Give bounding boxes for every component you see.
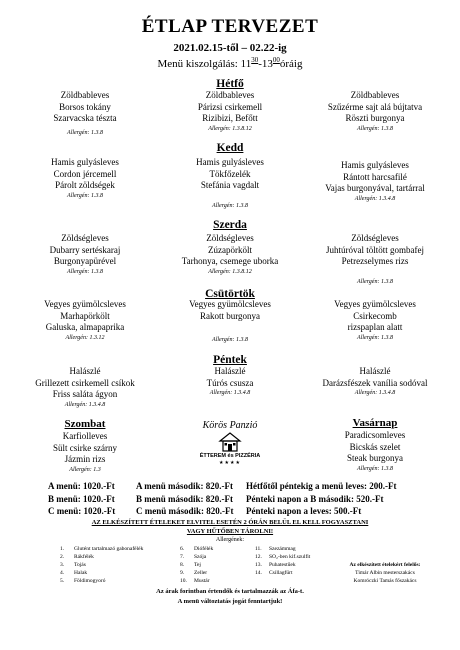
takeaway-notice: AZ ELKÉSZÍTETT ÉTELEKET ELVITEL ESETÉN 2 ÓRÁN BELÜL EL KELL FOGYASZTANI [91, 519, 369, 526]
day-heading-thursday: Csütörtök [205, 288, 255, 300]
menu-a-wednesday: Zöldségleves Dubarry sertéskaraj Burgonyapürével Allergén: 1.3.8 [49, 233, 121, 275]
allergen-list-1: 1. Glutént tartalmazó gabonafélék 2. Rákfélék 3. Tojás 4. Halak 5. Földimogyoró [60, 546, 144, 584]
change-note: A menü változtatás jogát fenntartjuk! [177, 598, 283, 605]
saturday-menu: Szombat Karfiolleves Sült csirke szárny Jázmin rizs Allergén: 1.3 [10, 418, 160, 475]
restaurant-logo: Körös Panzió ÉTTEREM és PIZZÉRIA ★★★★ [199, 420, 261, 466]
storage-notice: VAGY HŰTŐBEN TÁROLNI! [186, 528, 274, 535]
allergen-list-3: 11. Szezámmag 12. SO₂-ben kif.szulfit 13. Puhatestűek 14. Csillagfürt [255, 546, 311, 576]
menu-c-thursday: Vegyes gyümölcsleves Csirkecomb rizspaplan alatt Allergén: 1.3.8 [334, 299, 416, 341]
menu-a-tuesday: Hamis gulyásleves Cordon jércemell Párolt zöldségek Allergén: 1.3.8 [51, 157, 119, 199]
house-icon [218, 432, 242, 452]
menu-c-wednesday: Zöldségleves Juhtúróval töltött gombafej Petrezselymes rizs Allergén: 1.3.8 [326, 233, 424, 285]
allergen-heading: Allergének: [215, 537, 245, 543]
chef-credits: Az elkészített ételekért felelős: Timár Albin mesterszakács Komróczki Tamás főszakács [349, 562, 421, 584]
day-heading-wednesday: Szerda [213, 219, 247, 231]
menu-a-friday: Halászlé Grillezett csirkemell csíkok Friss saláta ágyon Allergén: 1.3.4.8 [35, 366, 135, 408]
menu-c-tuesday: Hamis gulyásleves Rántott harcsafilé Vajas burgonyával, tartárral Allergén: 1.3.4.8 [325, 160, 425, 202]
page-title: ÉTLAP TERVEZET [141, 16, 319, 37]
menu-a-monday: Zöldbableves Borsos tokány Szarvacska tészta Allergén: 1.3.8 [53, 90, 117, 136]
menu-a-thursday: Vegyes gyümölcsleves Marhapörkölt Galuska, almapaprika Allergén: 1.3.12 [44, 299, 126, 341]
day-heading-friday: Péntek [213, 354, 247, 366]
sunday-menu: Vasárnap Paradicsomleves Bicskás szelet Steak burgonya Allergén: 1.3.8 [300, 417, 450, 474]
menu-b-wednesday: Zöldségleves Zúzapörkölt Tarhonya, csemege uborka Allergén: 1.3.8.12 [181, 233, 279, 275]
menu-b-tuesday: Hamis gulyásleves Tökfőzelék Stefánia vagdalt Allergén: 1.3.8 [196, 157, 264, 209]
price-table [48, 480, 448, 518]
menu-b-friday: Halászlé Túrós csusza Allergén: 1.3.4.8 [206, 366, 254, 396]
menu-c-monday: Zöldbableves Szűzérme sajt alá bújtatva Röszti burgonya Allergén: 1.3.8 [327, 90, 423, 132]
day-heading-saturday: Szombat [64, 418, 106, 430]
allergen-list-2: 6. Diófélék 7. Szója 8. Tej 9. Zeller 10. Mustár [180, 546, 214, 584]
day-heading-tuesday: Kedd [216, 142, 244, 154]
serving-hours: Menü kiszolgálás: $11^{30}-13^{00}óráig$ [157, 56, 303, 70]
date-range: 2021.02.15-től – 02.22-ig [173, 42, 287, 54]
vat-note: Az árak forintban értendők és tartalmazzák az Áfa-t. [156, 588, 304, 595]
menu-c-friday: Halászlé Darázsfészek vanília sodóval Allergén: 1.3.4.8 [322, 366, 428, 396]
day-heading-monday: Hétfő [216, 78, 244, 90]
day-heading-sunday: Vasárnap [352, 417, 398, 429]
price-row: A menü: 1020.-Ft A menü második: 820.-Ft Hétfőtől péntekig a menü leves: 200.-Ft [48, 481, 397, 491]
price-row: C menü: 1020.-Ft C menü második: 820.-Ft Pénteki napon a leves: 500.-Ft [48, 506, 362, 516]
menu-b-monday: Zöldbableves Párizsi csirkemell Rizibizi, Befőtt Allergén: 1.3.8.12 [197, 90, 263, 132]
menu-b-thursday: Vegyes gyümölcsleves Rakott burgonya Allergén: 1.3.8 [189, 299, 271, 343]
price-row: B menü: 1020.-Ft B menü második: 820.-Ft Pénteki napon a B második: 520.-Ft [48, 493, 384, 504]
